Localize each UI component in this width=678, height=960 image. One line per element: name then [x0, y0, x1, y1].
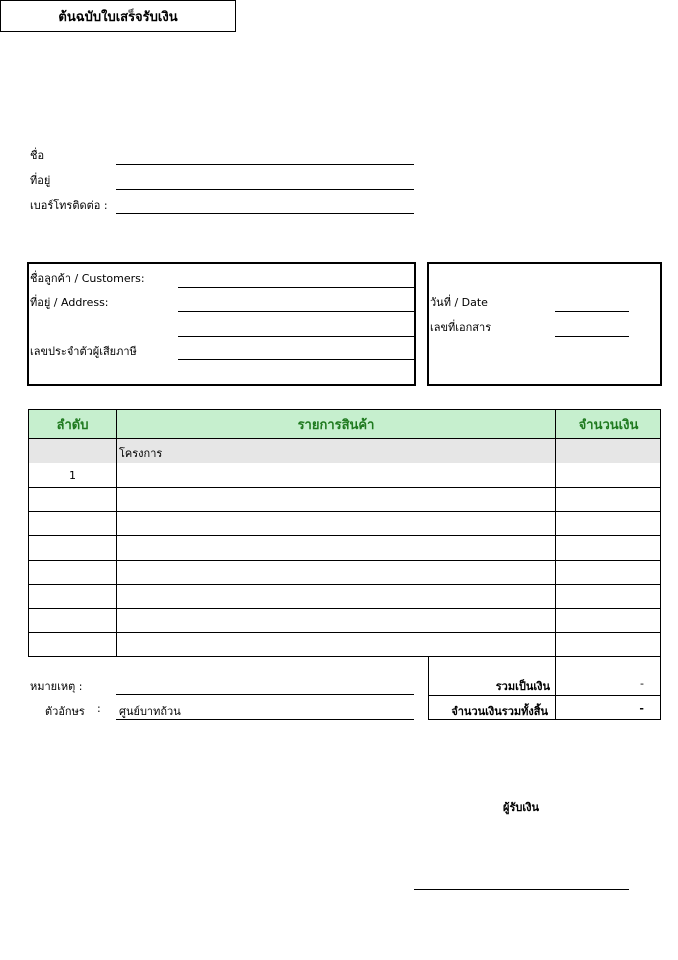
seller-name-label: ชื่อ	[30, 149, 45, 162]
customer-tax-id-label: เลขประจำตัวผู้เสียภาษี	[30, 345, 137, 358]
subtotal-value: -	[640, 677, 644, 690]
grand-total-label: จำนวนเงินรวมทั้งสิ้น	[451, 705, 548, 718]
remark-field[interactable]	[116, 694, 414, 695]
totals-mid-line	[428, 695, 661, 696]
row-line	[28, 560, 661, 561]
customer-address-label: ที่อยู่ / Address:	[30, 296, 109, 309]
letters-underline	[116, 719, 414, 720]
totals-mid-border	[555, 657, 556, 720]
row-line	[28, 608, 661, 609]
customer-name-field[interactable]	[178, 287, 414, 288]
letters-colon: :	[97, 702, 101, 715]
doc-no-field[interactable]	[555, 336, 629, 337]
totals-left-border	[428, 657, 429, 720]
seller-address-label: ที่อยู่	[30, 174, 51, 187]
receipt-title: ต้นฉบับใบเสร็จรับเงิน	[0, 0, 236, 32]
remark-label: หมายเหตุ :	[30, 680, 83, 693]
customer-address-field-1[interactable]	[178, 311, 414, 312]
subtotal-label: รวมเป็นเงิน	[495, 680, 550, 693]
row-line	[28, 535, 661, 536]
col-header-item: รายการสินค้า	[297, 417, 375, 433]
grand-total-value: -	[639, 702, 644, 715]
customer-name-label: ชื่อลูกค้า / Customers:	[30, 272, 145, 285]
header-divider	[28, 438, 661, 439]
receiver-label: ผู้รับเงิน	[503, 801, 539, 814]
letters-label: ตัวอักษร	[45, 705, 85, 718]
col-header-amount: จำนวนเงิน	[578, 417, 639, 433]
row-line	[28, 511, 661, 512]
date-label: วันที่ / Date	[430, 296, 488, 309]
letters-value: ศูนย์บาทถ้วน	[119, 705, 181, 718]
col-header-no: ลำดับ	[56, 417, 89, 433]
totals-right-border	[660, 657, 661, 720]
row-line	[28, 584, 661, 585]
row-line	[28, 487, 661, 488]
project-label: โครงการ	[119, 447, 163, 460]
row-line	[28, 632, 661, 633]
column-line	[555, 409, 556, 657]
doc-no-label: เลขที่เอกสาร	[430, 321, 492, 334]
column-line	[116, 409, 117, 657]
row-1-no: 1	[69, 469, 76, 482]
seller-address-field[interactable]	[116, 189, 414, 190]
seller-phone-label: เบอร์โทรติดต่อ :	[30, 199, 108, 212]
customer-tax-id-field[interactable]	[178, 359, 414, 360]
seller-name-field[interactable]	[116, 164, 414, 165]
seller-phone-field[interactable]	[116, 213, 414, 214]
signature-line[interactable]	[414, 889, 629, 890]
date-field[interactable]	[555, 311, 629, 312]
customer-address-field-2[interactable]	[178, 336, 414, 337]
